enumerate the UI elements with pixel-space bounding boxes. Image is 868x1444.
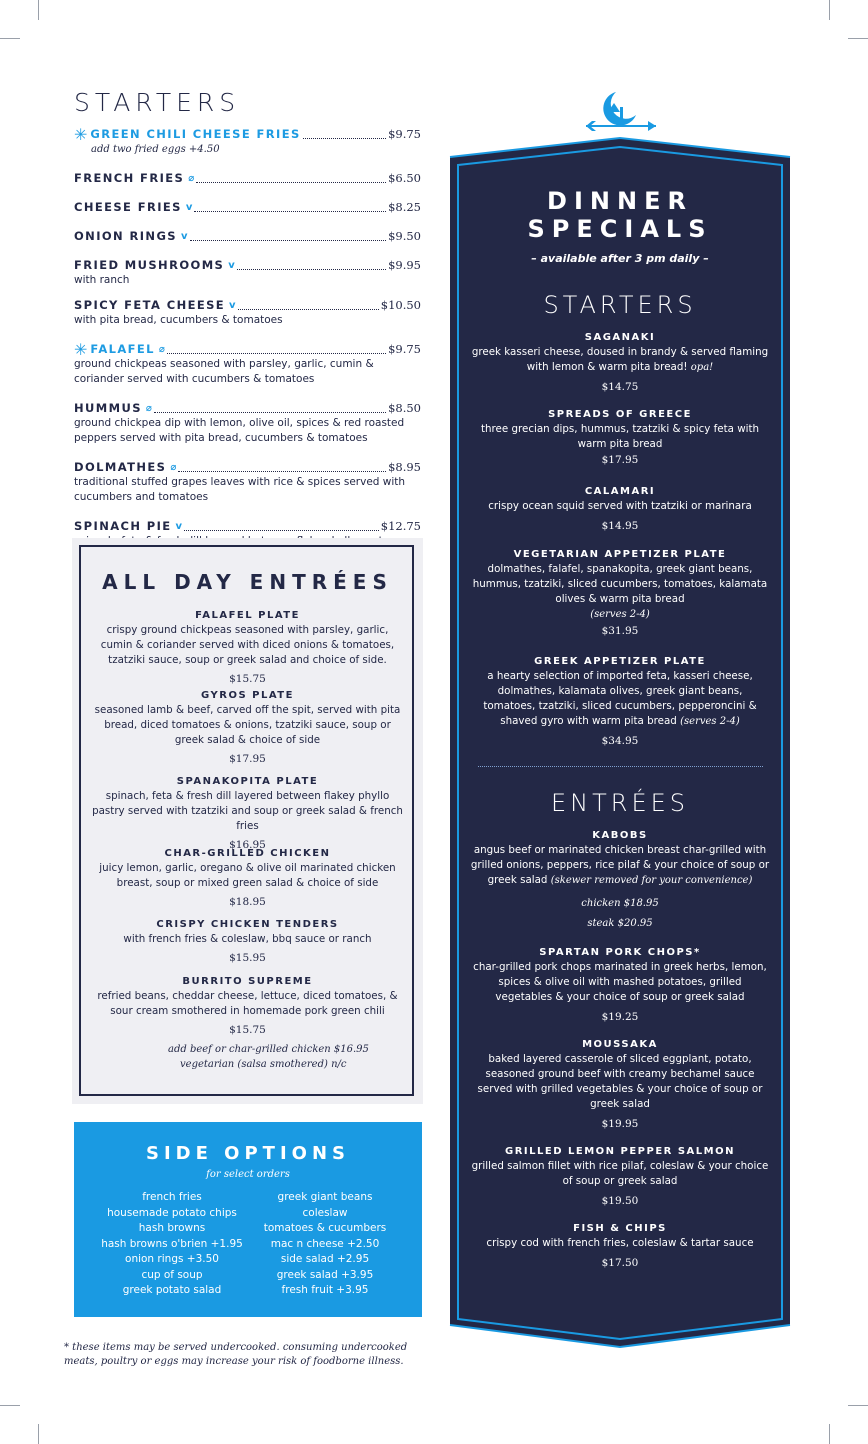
entree-gyros-plate [92, 689, 403, 767]
entree-price: $15.95 [229, 952, 266, 964]
special-name: GREEK APPETIZER PLATE [534, 656, 706, 667]
leader-dots [190, 240, 387, 241]
special-note: (serves 2-4) [590, 609, 650, 620]
special-kabobs [470, 829, 770, 931]
dinner-specials-heading [470, 187, 770, 243]
special-price: $34.95 [601, 735, 639, 747]
special-name: KABOBS [592, 830, 648, 841]
starters-list [74, 127, 421, 573]
special-price: $19.25 [601, 1011, 639, 1023]
item-desc: ground chickpea dip with lemon, olive oil, spices & red roasted peppers served with pita bread, cucumbers & tomatoes [74, 417, 405, 444]
item-name: FALAFEL [90, 342, 155, 356]
allday-heading: ALL DAY ENTRÉES [102, 570, 393, 594]
side-options-col-2 [250, 1190, 400, 1299]
item-name: SPICY FETA CHEESE [74, 298, 226, 312]
special-desc: crispy ocean squid served with tzatziki or marinara [488, 500, 752, 512]
starters-heading: STARTERS [74, 88, 241, 117]
leader-dots [194, 211, 386, 212]
item-desc: with pita bread, cucumbers & tomatoes [74, 314, 283, 326]
special-desc: crispy cod with french fries, coleslaw & tartar sauce [486, 1237, 754, 1249]
dinner-specials-title-line2: SPECIALS [527, 215, 713, 243]
entree-spanakopita-plate [92, 775, 403, 853]
entree-name: CRISPY CHICKEN TENDERS [156, 919, 339, 930]
entree-name: SPANAKOPITA PLATE [176, 776, 319, 787]
item-price: $9.95 [388, 258, 421, 272]
special-desc [470, 669, 770, 729]
entree-name: GYROS PLATE [201, 690, 294, 701]
special-name: SPREADS OF GREECE [548, 409, 692, 420]
entree-desc: with french fries & coleslaw, bbq sauce or ranch [123, 933, 372, 945]
leader-dots [178, 471, 386, 472]
special-vegetarian-appetizer-plate [470, 548, 770, 639]
leader-dots [303, 138, 386, 139]
vegan-icon: ⌀ [158, 344, 165, 355]
entree-name: BURRITO SUPREME [182, 976, 313, 987]
special-name: CALAMARI [584, 486, 656, 497]
entree-desc: crispy ground chickpeas seasoned with parsley, garlic, cumin & coriander served with diced onions & tomatoes, tzatziki sauce, soup or greek salad and choice of side. [100, 624, 395, 666]
side-options-col-1 [82, 1190, 262, 1299]
vegan-icon: ⌀ [188, 173, 195, 184]
special-name: VEGETARIAN APPETIZER PLATE [513, 549, 727, 560]
item-price: $9.50 [388, 229, 421, 243]
star-icon: ✳ [74, 340, 88, 359]
item-name: GREEN CHILI CHEESE FRIES [90, 127, 301, 141]
side-item: onion rings +3.50 [125, 1253, 219, 1265]
item-name: FRENCH FRIES [74, 171, 185, 185]
special-price: $17.50 [601, 1257, 639, 1269]
special-name: SAGANAKI [584, 332, 656, 343]
leader-dots [237, 269, 386, 270]
side-item: housemade potato chips [107, 1206, 237, 1219]
menu-item [74, 342, 421, 387]
menu-item [74, 127, 421, 157]
crop-mark [0, 1405, 20, 1406]
crop-mark [848, 1405, 868, 1406]
item-price: $6.50 [388, 171, 421, 185]
dinner-starters-heading: STARTERS [543, 291, 697, 319]
vegetarian-icon: v [175, 521, 183, 532]
special-desc: char-grilled pork chops marinated in greek herbs, lemon, spices & olive oil with mashed potatoes, grilled vegetables & your choice of soup or greek salad [473, 961, 767, 1003]
special-price: $19.95 [601, 1118, 639, 1130]
side-options-heading: SIDE OPTIONS [146, 1143, 350, 1164]
special-desc: baked layered casserole of sliced eggplant, potato, seasoned ground beef with creamy bechamel sauce served with grilled vegetables & your choice of soup or greek salad [477, 1053, 763, 1110]
item-name: ONION RINGS [74, 229, 177, 243]
side-item: coleslaw [302, 1206, 348, 1219]
entree-name: CHAR-GRILLED CHICKEN [164, 848, 331, 859]
special-desc-text: a hearty selection of imported feta, kasseri cheese, dolmathes, kalamata olives, greek giant beans, tomatoes, tzatziki, sliced cucumbers, pepperoncini & shaved gyro with warm pita bread [483, 670, 757, 727]
entree-price: $18.95 [229, 896, 266, 908]
vegetarian-icon: v [229, 300, 236, 311]
vegetarian-icon: v [180, 231, 188, 242]
item-desc: with ranch [74, 274, 130, 286]
menu-item [74, 401, 421, 446]
special-desc-text: greek kasseri cheese, doused in brandy & served flaming with lemon & warm pita bread! [471, 346, 769, 373]
crop-mark [829, 1424, 830, 1444]
entree-char-grilled-chicken [92, 847, 403, 910]
special-price: $14.95 [601, 520, 639, 532]
vegan-icon: ⌀ [145, 403, 152, 414]
dinner-specials-title-line1: DINNER [547, 187, 693, 215]
side-item: fresh fruit +3.95 [281, 1284, 369, 1296]
dinner-specials-subtitle: – available after 3 pm daily – [531, 252, 709, 265]
entree-desc: seasoned lamb & beef, carved off the spit, served with pita bread, diced tomatoes & onions, tzatziki sauce, soup or greek salad & choice of side [94, 704, 401, 746]
vegetarian-icon: v [228, 260, 235, 271]
entree-price: $17.95 [229, 753, 266, 765]
item-price: $10.50 [380, 298, 421, 312]
leader-dots [154, 412, 386, 413]
star-icon: ✳ [74, 125, 88, 144]
special-desc [470, 345, 770, 375]
entree-desc: refried beans, cheddar cheese, lettuce, diced tomatoes, & sour cream smothered in homemade pork green chili [97, 990, 398, 1017]
burrito-extra-beef: add beef or char-grilled chicken $16.95 [168, 1044, 369, 1055]
crop-mark [38, 0, 39, 20]
side-item: hash browns o'brien +1.95 [101, 1237, 243, 1250]
crop-mark [829, 0, 830, 20]
entree-falafel-plate [92, 609, 403, 687]
item-price: $9.75 [388, 342, 421, 356]
special-spartan-pork-chops [470, 946, 770, 1025]
leader-dots [196, 182, 386, 183]
special-note: (skewer removed for your convenience) [550, 875, 753, 886]
side-item: greek giant beans [277, 1191, 373, 1203]
special-desc: dolmathes, falafel, spanakopita, greek giant beans, hummus, tzatziki, sliced cucumbers, tomatoes, kalamata olives & warm pita bread [472, 563, 768, 605]
entree-price: $15.75 [229, 1024, 266, 1036]
item-name: HUMMUS [74, 401, 142, 415]
menu-item [74, 171, 421, 186]
entree-name: FALAFEL PLATE [195, 610, 300, 621]
side-item: tomatoes & cucumbers [263, 1222, 387, 1234]
side-item: cup of soup [141, 1268, 203, 1281]
side-options-panel [74, 1122, 422, 1317]
special-price: $19.50 [601, 1195, 639, 1207]
special-saganaki [470, 331, 770, 395]
side-item: side salad +2.95 [280, 1253, 370, 1265]
menu-item [74, 298, 421, 328]
special-price: $14.75 [601, 381, 639, 393]
special-calamari [470, 485, 770, 534]
item-desc: ground chickpeas seasoned with parsley, garlic, cumin & coriander served with cucumbers & tomatoes [74, 358, 374, 385]
item-name: CHEESE FRIES [74, 200, 182, 214]
leader-dots [167, 353, 386, 354]
leader-dots [238, 309, 379, 310]
menu-item [74, 229, 421, 244]
footnote: * these items may be served undercooked. consuming undercooked meats, poultry or eggs may increase your risk of foodborne illness. [64, 1342, 408, 1367]
vegetarian-icon: v [185, 202, 193, 213]
entree-price: $15.75 [229, 673, 266, 685]
dinner-entrees-heading: ENTRÉES [550, 789, 689, 817]
special-desc [470, 843, 770, 888]
special-name: SPARTAN PORK CHOPS* [539, 947, 701, 958]
item-desc: add two fried eggs +4.50 [91, 144, 220, 155]
special-note: (serves 2-4) [680, 716, 740, 727]
side-item: greek salad +3.95 [276, 1268, 374, 1281]
entree-desc: spinach, feta & fresh dill layered between flakey phyllo pastry served with tzatziki and soup or greek salad & french fries [92, 790, 403, 832]
item-name: DOLMATHES [74, 460, 167, 474]
leader-dots [184, 530, 379, 531]
side-item: hash browns [138, 1222, 206, 1234]
item-desc: traditional stuffed grapes leaves with rice & spices served with cucumbers and tomatoes [74, 476, 406, 503]
special-price: $17.95 [601, 454, 639, 466]
crop-mark [38, 1424, 39, 1444]
special-greek-appetizer-plate [470, 655, 770, 749]
item-price: $8.95 [388, 460, 421, 474]
menu-item [74, 200, 421, 215]
crop-mark [848, 38, 868, 39]
entree-desc: juicy lemon, garlic, oregano & olive oil marinated chicken breast, soup or mixed green salad & choice of side [99, 862, 396, 889]
side-item: greek potato salad [122, 1284, 222, 1296]
section-divider [478, 766, 763, 767]
special-spreads-of-greece [470, 408, 770, 468]
special-desc: three grecian dips, hummus, tzatziki & spicy feta with warm pita bread [480, 423, 760, 450]
side-item: french fries [142, 1191, 202, 1203]
special-price-chicken: chicken $18.95 [581, 898, 659, 909]
item-name: SPINACH PIE [74, 519, 172, 533]
special-name: FISH & CHIPS [573, 1223, 667, 1234]
item-price: $8.25 [388, 200, 421, 214]
side-item: mac n cheese +2.50 [270, 1237, 380, 1250]
entree-crispy-chicken-tenders [92, 918, 403, 966]
special-note: opa! [690, 362, 714, 373]
special-grilled-lemon-pepper-salmon [470, 1145, 770, 1209]
special-desc-text: angus beef or marinated chicken breast char-grilled with grilled onions, peppers, rice pilaf & your choice of soup or greek salad [470, 844, 770, 886]
vegan-icon: ⌀ [170, 462, 177, 473]
item-price: $12.75 [380, 519, 421, 533]
special-desc: grilled salmon fillet with rice pilaf, coleslaw & your choice of soup or greek salad [471, 1160, 769, 1187]
item-price: $9.75 [388, 127, 421, 141]
special-price: $31.95 [601, 625, 639, 637]
special-name: GRILLED LEMON PEPPER SALMON [505, 1146, 735, 1157]
crop-mark [0, 38, 20, 39]
burrito-extra-vegetarian: vegetarian (salsa smothered) n/c [180, 1059, 347, 1070]
moon-weathervane-icon [586, 92, 656, 131]
special-price-steak: steak $20.95 [587, 918, 653, 929]
special-moussaka [470, 1038, 770, 1132]
menu-item [74, 258, 421, 288]
item-price: $8.50 [388, 401, 421, 415]
special-fish-and-chips [470, 1222, 770, 1271]
menu-item [74, 460, 421, 505]
entree-burrito-supreme [92, 975, 403, 1038]
item-name: FRIED MUSHROOMS [74, 258, 225, 272]
side-options-subtitle: for select orders [206, 1169, 290, 1180]
entree-price: $16.95 [229, 839, 266, 851]
special-name: MOUSSAKA [582, 1039, 658, 1050]
